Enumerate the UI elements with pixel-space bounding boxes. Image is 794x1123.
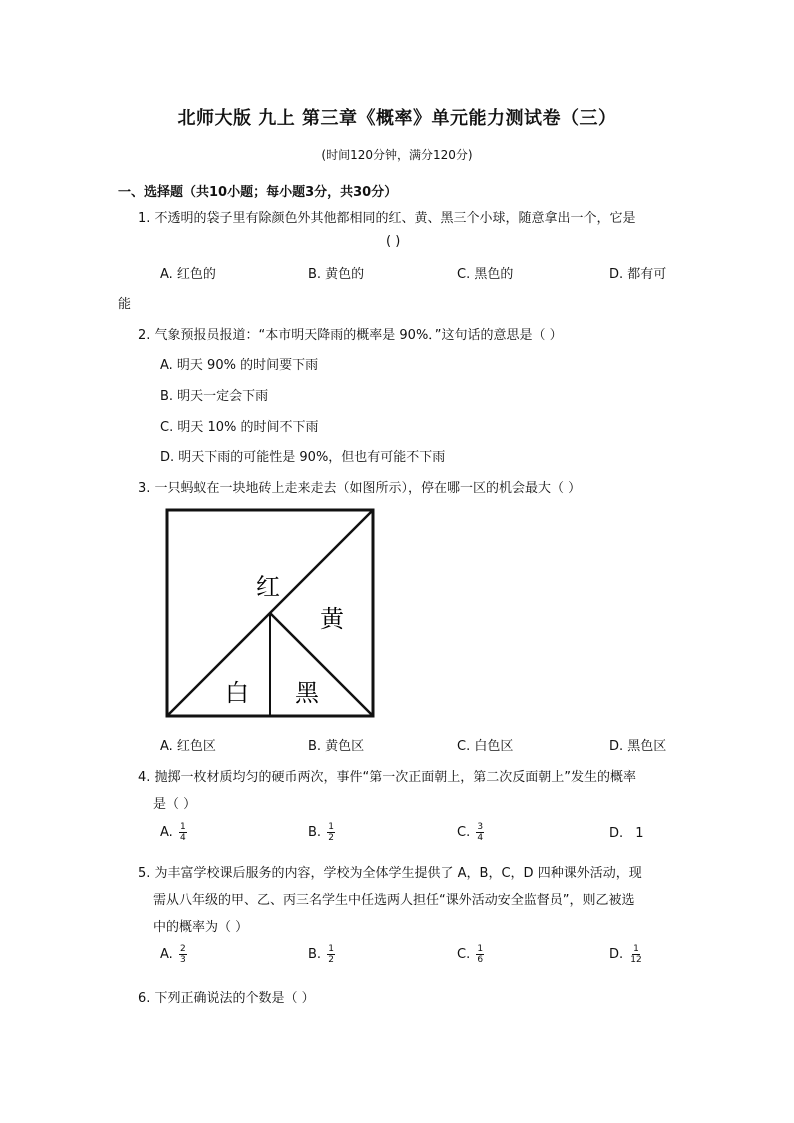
q5-option-a-den: 3 xyxy=(179,955,186,965)
q5-option-c-fraction xyxy=(476,944,484,965)
q5-option-b-den: 2 xyxy=(328,955,334,965)
q4-option-c-fraction xyxy=(476,822,484,843)
q3-option-b: B. 黄色区 xyxy=(308,739,365,754)
region-label-white: 白 xyxy=(225,679,249,707)
q2-option-b: B. 明天一定会下雨 xyxy=(160,389,269,404)
q5-option-a xyxy=(160,944,187,965)
q5-option-b xyxy=(308,944,335,965)
q1-option-a: A. 红色的 xyxy=(160,267,216,282)
q4-option-c-label: C. xyxy=(457,825,471,840)
q1-option-c: C. 黑色的 xyxy=(457,267,514,282)
q4-option-a xyxy=(160,822,187,843)
q5-option-b-num: 1 xyxy=(328,944,334,954)
q3-option-a: A. 红色区 xyxy=(160,739,216,754)
q5-option-a-label: A. xyxy=(160,947,173,962)
q5-option-d xyxy=(609,944,643,965)
question-5-text-cont2: 中的概率为（ ） xyxy=(153,920,249,935)
question-3-text: 3. 一只蚂蚁在一块地砖上走来走去（如图所示），停在哪一区的机会最大（ ） xyxy=(138,481,582,496)
q4-option-c-num: 3 xyxy=(477,822,484,832)
q4-option-b xyxy=(308,822,335,843)
q4-option-a-num: 1 xyxy=(179,822,186,832)
q5-option-d-num: 1 xyxy=(633,944,639,954)
q1-option-d: D. 都有可 xyxy=(609,267,667,282)
q4-option-a-label: A. xyxy=(160,825,173,840)
q5-option-b-label: B. xyxy=(308,947,322,962)
q5-option-c xyxy=(457,944,484,965)
q5-option-c-den: 6 xyxy=(477,955,484,965)
q5-option-d-den: 12 xyxy=(630,955,642,965)
q4-option-b-den: 2 xyxy=(328,833,334,843)
question-5-text: 5. 为丰富学校课后服务的内容，学校为全体学生提供了 A，B，C，D 四种课外活动，现 xyxy=(138,866,642,881)
question-5-text-cont1: 需从八年级的甲、乙、丙三名学生中任选两人担任“课外活动安全监督员”，则乙被选 xyxy=(153,893,635,908)
question-6-text: 6. 下列正确说法的个数是（ ） xyxy=(138,991,315,1006)
q5-option-c-label: C. xyxy=(457,947,471,962)
page-subtitle: (时间120分钟，满分120分) xyxy=(321,148,473,162)
q2-option-c: C. 明天 10% 的时间不下雨 xyxy=(160,420,319,435)
question-1-text: 1. 不透明的袋子里有除颜色外其他都相同的红、黄、黑三个小球，随意拿出一个，它是 xyxy=(138,211,636,226)
q2-option-d: D. 明天下雨的可能性是 90%，但也有可能不下雨 xyxy=(160,450,446,465)
q4-option-c-den: 4 xyxy=(477,833,484,843)
q4-option-c xyxy=(457,822,484,843)
q4-option-a-fraction xyxy=(179,822,187,843)
q1-option-d-wrap: 能 xyxy=(118,297,132,312)
q1-option-b: B. 黄色的 xyxy=(308,267,365,282)
page-title: 北师大版 九上 第三章《概率》单元能力测试卷（三） xyxy=(177,108,617,129)
question-4-text: 4. 抛掷一枚材质均匀的硬币两次，事件“第一次正面朝上，第二次反面朝上”发生的概率 xyxy=(138,770,637,785)
q4-option-a-den: 4 xyxy=(179,833,186,843)
q4-option-d-label: D. xyxy=(609,826,624,841)
q5-option-c-num: 1 xyxy=(477,944,484,954)
question-1-bracket: ( ) xyxy=(386,234,401,249)
region-label-yellow: 黄 xyxy=(320,605,344,633)
q5-option-d-fraction xyxy=(629,944,642,965)
q4-option-d xyxy=(609,826,644,841)
q4-option-b-fraction xyxy=(327,822,335,843)
question-2-text: 2. 气象预报员报道：“本市明天降雨的概率是 90%．”这句话的意思是（ ） xyxy=(138,328,563,343)
q5-option-a-num: 2 xyxy=(179,944,186,954)
q4-option-b-num: 1 xyxy=(328,822,334,832)
q3-option-c: C. 白色区 xyxy=(457,739,514,754)
tile-figure xyxy=(160,505,380,721)
q4-option-d-value: 1 xyxy=(635,826,644,841)
q4-option-b-label: B. xyxy=(308,825,322,840)
section-heading: 一、选择题（共10小题；每小题3分，共30分） xyxy=(118,185,398,200)
q5-option-d-label: D. xyxy=(609,947,624,962)
region-label-black: 黑 xyxy=(295,679,319,707)
question-4-text-cont: 是（ ） xyxy=(153,797,197,812)
q2-option-a: A. 明天 90% 的时间要下雨 xyxy=(160,358,319,373)
q3-option-d: D. 黑色区 xyxy=(609,739,667,754)
region-label-red: 红 xyxy=(256,573,280,601)
q5-option-a-fraction xyxy=(179,944,187,965)
q5-option-b-fraction xyxy=(327,944,335,965)
